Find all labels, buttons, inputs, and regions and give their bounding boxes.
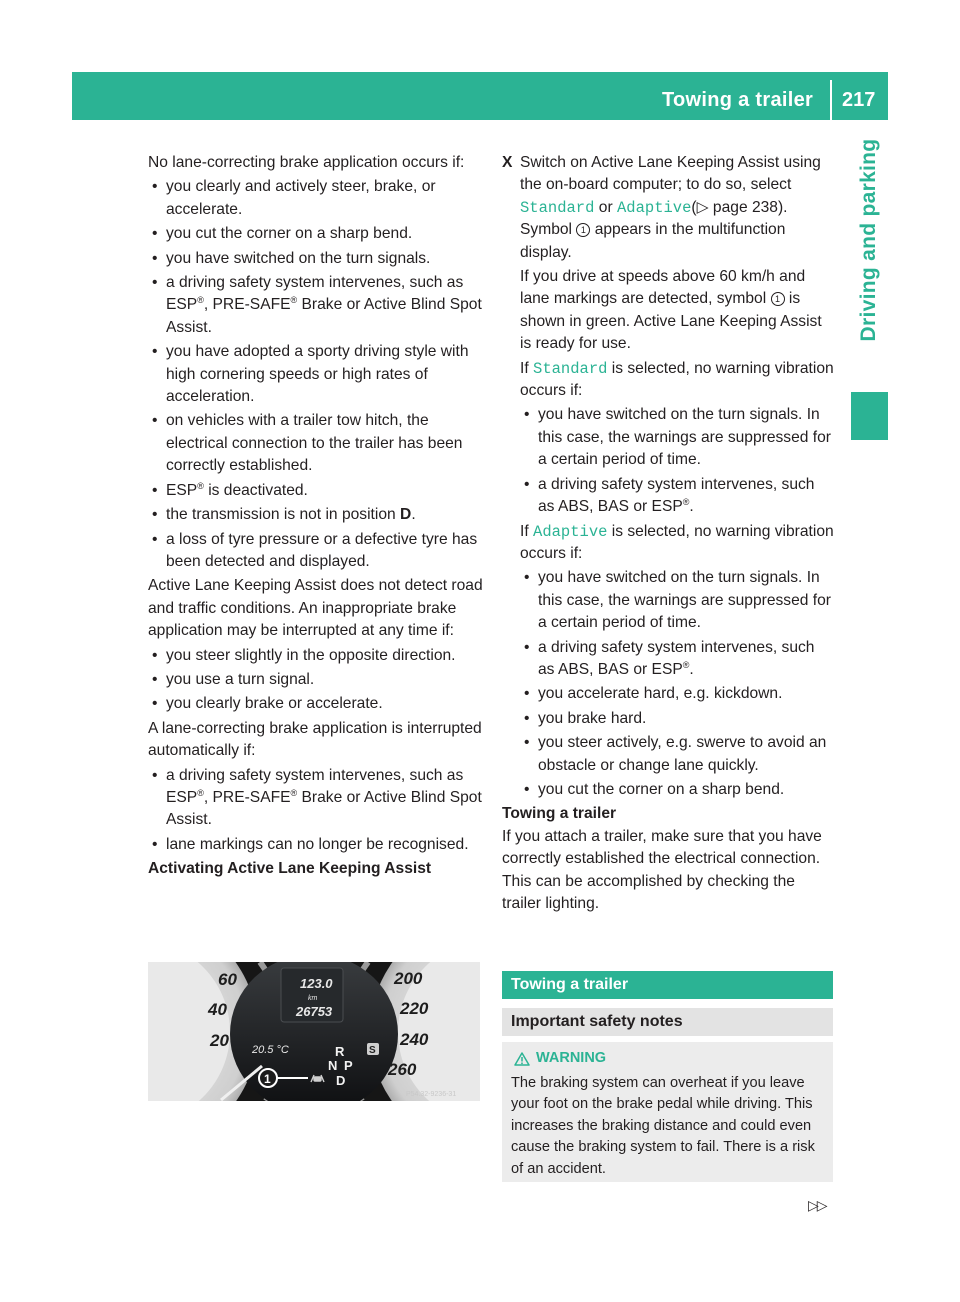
- section-subtitle: Important safety notes: [502, 1008, 833, 1036]
- speed-tick: 260: [388, 1060, 417, 1079]
- symbol-1-icon: 1: [576, 223, 590, 237]
- comma: ,: [203, 296, 209, 314]
- list-item: • you cut the corner on a sharp bend.: [520, 779, 834, 801]
- list-item: [148, 272, 483, 339]
- list-item-text: Brake or Active Blind Spot Assist.: [166, 296, 482, 336]
- warning-title: [514, 1048, 825, 1070]
- speed-tick: 200: [394, 969, 423, 988]
- list-item: [520, 637, 834, 682]
- page-number: 217: [842, 89, 876, 111]
- reg-mark: ®: [197, 295, 204, 306]
- or-text: or: [598, 198, 613, 216]
- list-item: • you clearly brake or accelerate.: [148, 693, 483, 715]
- list-item: • lane markings can no longer be recognised.: [148, 834, 483, 856]
- paragraph: [520, 358, 834, 403]
- left-column: [148, 152, 483, 881]
- list-item-text: is deactivated.: [208, 481, 308, 499]
- list-item: • on vehicles with a trailer tow hitch, the electrical connection to the trailer has been correctly established.: [148, 410, 483, 477]
- list-item: • you brake hard.: [520, 708, 834, 730]
- if-text: If: [520, 522, 529, 540]
- list-item: [520, 474, 834, 519]
- paragraph-text: is shown in green. Active Lane Keeping Assist is ready for use.: [520, 290, 822, 353]
- list-item: [148, 504, 483, 526]
- towing-text: If you attach a trailer, make sure that you have correctly established the electrical connection. This can be accomplished by checking the trailer lighting.: [502, 827, 822, 912]
- reg-mark: ®: [682, 659, 690, 670]
- warning-text: The braking system can overheat if you leave your foot on the brake pedal while driving. This increases the braking distance and could even cause the braking system to fail. There is a risk of an accident.: [511, 1074, 815, 1177]
- side-tab: [851, 120, 888, 382]
- warning-label: WARNING: [536, 1050, 607, 1066]
- period: .: [411, 506, 416, 524]
- reg-mark: ®: [682, 496, 690, 507]
- right-column: [502, 152, 834, 915]
- temperature: 20.5 °C: [252, 1044, 289, 1056]
- list-item-text: a driving safety system intervenes, such as ABS, BAS or ESP: [538, 475, 815, 516]
- list-item: • you cut the corner on a sharp bend.: [148, 223, 483, 245]
- pre-safe-label: PRE-SAFE: [212, 788, 291, 806]
- towing-heading: Towing a trailer: [502, 805, 617, 823]
- reg-mark: ®: [290, 295, 298, 306]
- header-divider: [830, 80, 832, 120]
- paragraph-text: is selected, no warning vibration occurs if:: [520, 359, 834, 400]
- speed-tick: 240: [400, 1030, 429, 1049]
- esp-label: ESP: [166, 296, 198, 314]
- page-reference: (▷ page 238).: [691, 198, 788, 216]
- reg-mark: ®: [197, 787, 204, 798]
- gear-d: D: [336, 1073, 346, 1088]
- speed-tick: 20: [210, 1031, 229, 1050]
- list-item: • you have adopted a sporty driving style with high cornering speeds or high rates of acceleration.: [148, 341, 483, 408]
- side-tab-label: Driving and parking: [857, 138, 880, 342]
- list-item-text: a driving safety system intervenes, such as ABS, BAS or ESP: [538, 638, 815, 678]
- list-item: • you have switched on the turn signals. In this case, the warnings are suppressed for a certain period of time.: [520, 404, 834, 471]
- list-item: • a loss of tyre pressure or a defective tyre has been detected and displayed.: [148, 529, 483, 574]
- symbol-text: Symbol: [520, 221, 572, 239]
- speed-tick: 60: [218, 970, 237, 989]
- intro-text: No lane-correcting brake application occurs if:: [148, 154, 465, 171]
- option-adaptive: Adaptive: [533, 522, 608, 541]
- list-item: • you accelerate hard, e.g. kickdown.: [520, 683, 834, 705]
- paragraph-text: is selected, no warning vibration occurs if:: [520, 522, 834, 562]
- trip-value: 123.0: [300, 976, 333, 991]
- instrument-cluster-image: [148, 962, 480, 1101]
- reg-mark: ®: [290, 787, 298, 798]
- reg-mark: ®: [197, 480, 204, 491]
- trip-unit: km: [308, 995, 318, 1002]
- step-text: Switch on Active Lane Keeping Assist using the on-board computer; to do so, select: [520, 154, 821, 194]
- period: .: [689, 660, 694, 678]
- option-adaptive: Adaptive: [616, 198, 692, 217]
- gear-p: P: [344, 1058, 353, 1073]
- s-mode-icon: S: [369, 1045, 376, 1056]
- speed-tick: 40: [208, 1000, 227, 1019]
- gear-position: D: [400, 506, 412, 524]
- list-item: [148, 480, 483, 502]
- speed-tick: 220: [400, 999, 429, 1018]
- callout-number: 1: [264, 1072, 271, 1086]
- gear-n: N: [328, 1058, 338, 1073]
- option-standard: Standard: [533, 359, 608, 378]
- image-code: P54.32-9236-31: [406, 1091, 457, 1098]
- paragraph: [520, 266, 834, 356]
- list-item-text: the transmission is not in position: [166, 506, 396, 524]
- esp-label: ESP: [166, 481, 198, 499]
- section-heading: Activating Active Lane Keeping Assist: [148, 860, 432, 878]
- side-tab-marker: [851, 392, 888, 440]
- paragraph: Active Lane Keeping Assist does not detect road and traffic conditions. An inappropriate brake application may be interrupted at any time if:: [148, 577, 483, 640]
- list-item: • you have switched on the turn signals. In this case, the warnings are suppressed for a certain period of time.: [520, 567, 834, 634]
- period: .: [689, 498, 694, 516]
- warning-triangle-icon: [514, 1052, 530, 1066]
- gear-r: R: [335, 1044, 345, 1059]
- list-item: • you steer actively, e.g. swerve to avoid an obstacle or change lane quickly.: [520, 732, 834, 777]
- list-item: • you have switched on the turn signals.: [148, 248, 483, 270]
- list-item: [148, 765, 483, 832]
- if-text: If: [520, 359, 529, 377]
- section-title: Towing a trailer: [502, 971, 833, 999]
- instruction-step: [502, 152, 834, 801]
- symbol-text: appears in the multifunction display.: [520, 221, 786, 261]
- list-item: • you steer slightly in the opposite direction.: [148, 645, 483, 667]
- comma: ,: [203, 788, 209, 806]
- paragraph-text: If you drive at speeds above 60 km/h and lane markings are detected, symbol: [520, 268, 806, 308]
- pre-safe-label: PRE-SAFE: [212, 296, 291, 314]
- list-item-text: a driving safety system intervenes, such as: [166, 766, 464, 784]
- header-title: Towing a trailer: [662, 89, 814, 111]
- step-arrow-icon: X: [502, 154, 513, 171]
- continue-arrow-icon: ▷▷: [808, 1197, 826, 1213]
- list-item-text: Brake or Active Blind Spot Assist.: [166, 788, 482, 829]
- list-item: • you use a turn signal.: [148, 669, 483, 691]
- option-standard: Standard: [520, 198, 595, 217]
- list-item-text: a driving safety system intervenes, such as: [166, 274, 464, 292]
- cluster-graphic: [148, 962, 480, 1101]
- symbol-1-icon: 1: [771, 292, 785, 306]
- list-item: • you clearly and actively steer, brake, or accelerate.: [148, 176, 483, 221]
- warning-box: [502, 1042, 833, 1182]
- odometer-value: 26753: [296, 1004, 333, 1019]
- paragraph: [520, 521, 834, 566]
- esp-label: ESP: [166, 788, 198, 806]
- paragraph: A lane-correcting brake application is interrupted automatically if:: [148, 719, 482, 760]
